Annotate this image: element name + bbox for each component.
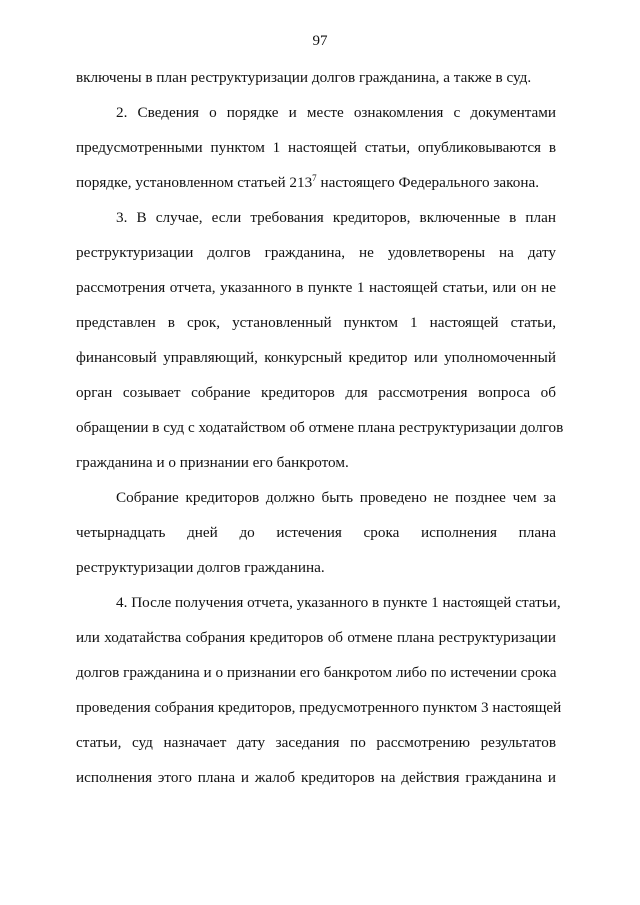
text-line: статьи, суд назначает дату заседания по рассмотрению результатов [76, 734, 556, 751]
text-line: обращении в суд с ходатайством об отмене плана реструктуризации долгов [76, 419, 564, 436]
text-line [76, 173, 556, 193]
text-line: предусмотренными пунктом 1 настоящей статьи, опубликовываются в [76, 139, 556, 156]
text-line: орган созывает собрание кредиторов для рассмотрения вопроса об [76, 384, 556, 401]
text-line: 4. После получения отчета, указанного в пункте 1 настоящей статьи, [116, 594, 561, 611]
text-line: включены в план реструктуризации долгов гражданина, а также в суд. [76, 69, 532, 86]
page-number: 97 [312, 33, 328, 49]
text-line: или ходатайства собрания кредиторов об отмене плана реструктуризации [76, 629, 556, 646]
text-line: реструктуризации долгов гражданина. [76, 559, 325, 576]
text-line: финансовый управляющий, конкурсный кредитор или уполномоченный [76, 349, 556, 366]
text-line: исполнения этого плана и жалоб кредиторов на действия гражданина и [76, 769, 556, 786]
text-line: представлен в срок, установленный пунктом 1 настоящей статьи, [76, 314, 556, 331]
text-line: гражданина и о признании его банкротом. [76, 454, 349, 471]
text-line: рассмотрения отчета, указанного в пункте 1 настоящей статьи, или он не [76, 279, 556, 296]
superscript: 7 [312, 173, 317, 183]
text-line: реструктуризации долгов гражданина, не удовлетворены на дату [76, 244, 556, 261]
text-line: четырнадцать дней до истечения срока исполнения плана [76, 524, 556, 541]
text-line: проведения собрания кредиторов, предусмотренного пунктом 3 настоящей [76, 699, 562, 716]
text-fragment: порядке, установленном статьей 213 [76, 174, 313, 191]
text-fragment: настоящего Федерального закона. [316, 174, 540, 191]
text-line: 2. Сведения о порядке и месте ознакомления с документами [116, 104, 556, 121]
text-line: долгов гражданина и о признании его банкротом либо по истечении срока [76, 664, 557, 681]
text-line: Собрание кредиторов должно быть проведено не позднее чем за [116, 489, 556, 506]
text-line: 3. В случае, если требования кредиторов, включенные в план [116, 209, 556, 226]
